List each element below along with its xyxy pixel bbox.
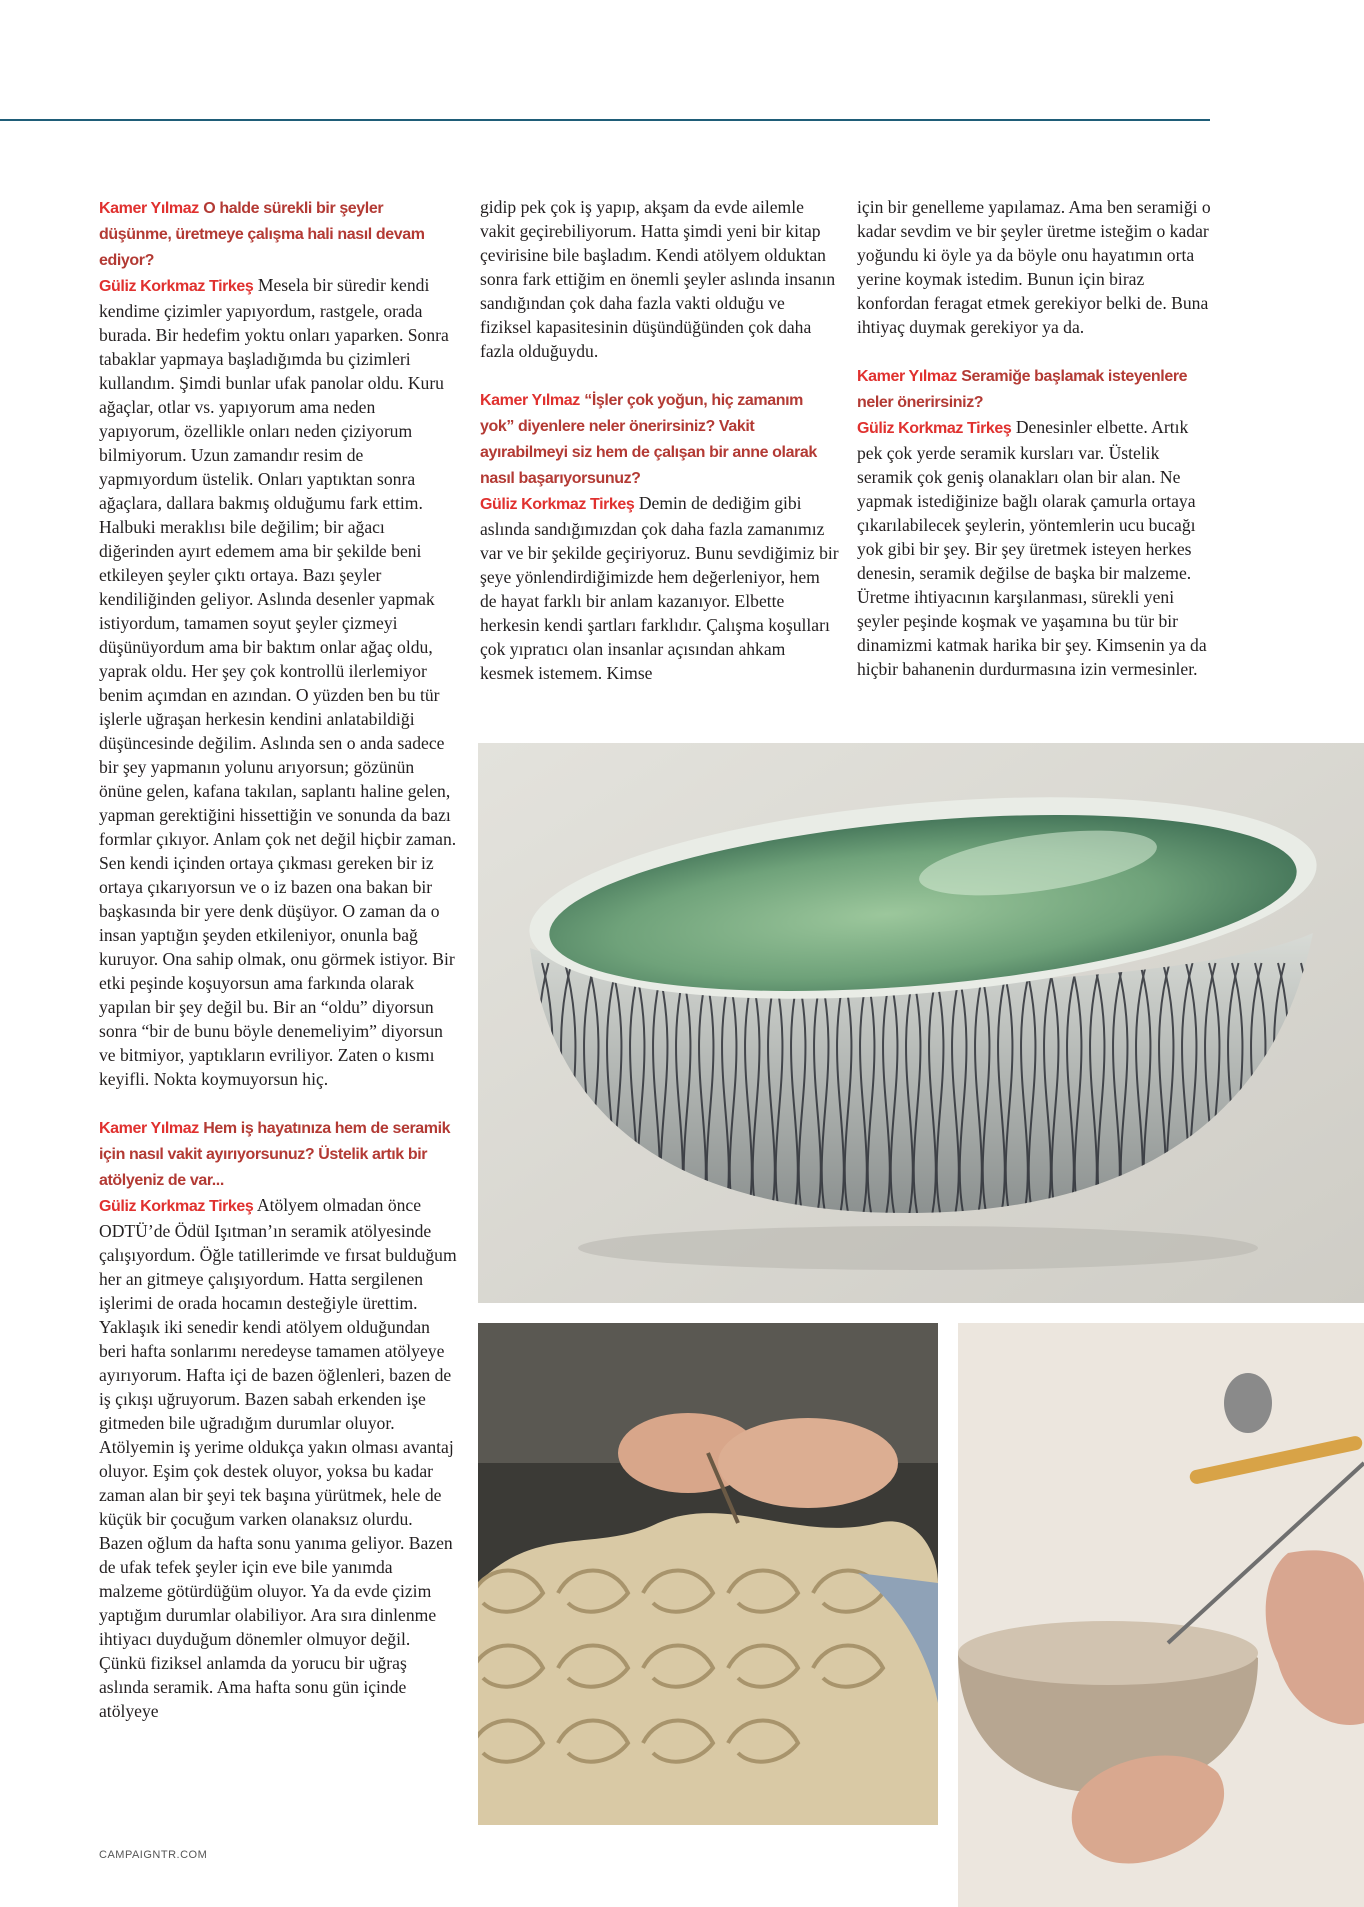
header-rule — [0, 119, 1210, 121]
answer-continuation — [857, 195, 1217, 339]
answer-text: için bir genelleme yapılamaz. Ama ben seramiği o kadar sevdim ve bir şeyler üretme isteğim o kadar yoğundu ki öyle ya da böyle onu hayatımın orta yerine koymak istedim. Bunun için biraz konfordan feragat etmek gerekiyor belki de. Buna ihtiyaç duymak gerekiyor ya da. — [857, 197, 1211, 337]
answer-text: gidip pek çok iş yapıp, akşam da evde ailemle vakit geçirebiliyorum. Hatta şimdi yeni bir kitap çevirisine bile başladım. Kendi atölyem olduktan sonra fark ettiğim en önemli şeyler aslında insanın sandığından çok daha fazla vakti olduğu ve fiziksel kapasitesinin düşündüğünden çok daha fazla olduğuydu. — [480, 197, 836, 361]
answer-text: Denesinler elbette. Artık pek çok yerde seramik kursları var. Üstelik seramik çok geniş olanakları olan bir alan. Ne yapmak istediğinize bağlı olarak çamurla ortaya çıkarılabilecek şeylerin, yöntemlerin ucu bucağı yok gibi bir şey. Bir şey üretmek isteyen herkes denesin, seramik değilse de başka bir malzeme. Üretme ihtiyacının karşılanması, sürekli yeni şeyler peşinde koşmak ve yaşamına bu tür bir dinamizmi katmak harika bir şey. Kimsenin ya da hiçbir bahanenin durdurmasına izin vermesinler. — [857, 417, 1207, 679]
answer-text: Demin de dediğim gibi aslında sandığımızdan çok daha fazla zamanımız var ve bir şekilde geçiriyoruz. Bunu sevdiğimiz bir şeye yönlendirdiğimizde hem değerleniyor, hem de hayat farklı bir anlam kazanıyor. Elbette herkesin kendi şartları farklıdır. Çalışma koşulları çok yıpratıcı olan insanlar açısından ahkam kesmek istemem. Kimse — [480, 493, 839, 683]
question-2 — [99, 1115, 459, 1723]
answer-speaker: Güliz Korkmaz Tirkeş — [480, 496, 635, 513]
answer-speaker: Güliz Korkmaz Tirkeş — [99, 278, 254, 295]
answer-text: Atölyem olmadan önce ODTÜ’de Ödül Işıtman’ın seramik atölyesinde çalışıyordum. Öğle tatillerimde ve fırsat bulduğum her an gitmeye çalışıyordum. Hatta sergilenen işlerimi de orada hocamın desteğiyle ürettim. Yaklaşık iki senedir kendi atölyem olduğundan beri hafta sonlarımı neredeyse tamamen atölyeye ayırıyorum. Hafta içi de bazen öğlenleri, bazen de iş çıkışı uğruyorum. Bazen sabah erkenden işe gitmeden bile uğradığım durumlar oluyor. Atölyemin iş yerime oldukça yakın olması avantaj oluyor. Eşim çok destek oluyor, yoksa bu kadar zaman alan bir şeyi tek başına yürütmek, hele de küçük bir çocuğum varken olanaksız olurdu. Bazen oğlum da hafta sonu yanıma geliyor. Bazen de ufak tefek şeyler için eve bile yanımda malzeme götürdüğüm oluyor. Ya da evde çizim yaptığım durumlar olabiliyor. Ara sıra dinlenme ihtiyacı duyduğum dönemler olmuyor değil. Çünkü fiziksel anlamda da yorucu bir uğraş aslında seramik. Ama hafta sonu gün içinde atölyeye — [99, 1195, 457, 1721]
question-3 — [480, 387, 840, 685]
answer-text: Mesela bir süredir kendi kendime çizimler yapıyordum, rastgele, orada burada. Bir hedefim yoktu onları yaparken. Sonra tabaklar yapmaya başladığımda bu çizimleri kullandım. Şimdi bunlar ufak panolar oldu. Kuru ağaçlar, otlar vs. yapıyorum ama neden yapıyorum, özellikle onları neden çiziyorum bilmiyorum. Uzun zamandır resim de yapmıyordum üstelik. Onları yaptıktan sonra ağaçlara, dallara bakmış olduğumu fark ettim. Halbuki meraklısı bile değilim; bir ağacı diğerinden ayırt edemem ama bir şekilde beni etkileyen şeyler çıktı ortaya. Bazı şeyler kendiliğinden geliyor. Aslında desenler yapmak istiyordum, tamamen soyut şeyler çizmeyi düşünüyordum ama bir baktım onlar ağaç oldu, yaprak oldu. Her şey çok kontrollü ilerlemiyor benim açımdan en azından. O yüzden ben bu tür işlerle uğraşan herkesin kendini anlatabildiği düşüncesinde değilim. Aslında sen o anda sadece bir şey yapmanın yolunu arıyorsun; gözünün önüne gelen, kafana takılan, saplantı haline gelen, yapman gerektiğini hissettiğin ve sonunda da bazı formlar çıkıyor. Anlam çok net değil hiçbir zaman. Sen kendi içinden ortaya çıkması gereken bir iz ortaya çıkarıyorsun ve o iz bazen ona bakan bir başkasında bir yere denk düşüyor. O zaman da o insan yaptığın şeyden etkileniyor, onunla bağ kuruyor. Ona sahip olmak, onu görmek istiyor. Bir etki peşinde koşuyorsun ama farkında olarak yapılan bir şey değil bu. Bir an “oldu” diyorsun sonra “bir de bunu böyle denemeliyim” diyorsun ve bitmiyor, yaptıkların evriliyor. Zaten o kısmı keyifli. Nokta koymuyorsun hiç. — [99, 275, 457, 1089]
answer-continuation — [480, 195, 840, 363]
question-4 — [857, 363, 1217, 681]
question-text: O halde sürekli bir şeyler düşünme, üretmeye çalışma hali nasıl devam ediyor? — [99, 200, 425, 269]
question-speaker: Kamer Yılmaz — [480, 392, 580, 409]
bowl-carving-photo — [958, 1323, 1364, 1907]
question-speaker: Kamer Yılmaz — [99, 1120, 199, 1137]
question-1 — [99, 195, 459, 1091]
question-text: “İşler çok yoğun, hiç zamanım yok” diyenlere neler önerirsiniz? Vakit ayırabilmeyi siz hem de çalışan bir anne olarak nasıl başarıyorsunuz? — [480, 392, 817, 487]
article-column-1 — [99, 195, 459, 1747]
clay-sculpting-photo — [478, 1323, 938, 1825]
answer-speaker: Güliz Korkmaz Tirkeş — [857, 420, 1012, 437]
answer-speaker: Güliz Korkmaz Tirkeş — [99, 1198, 254, 1215]
question-text: Seramiğe başlamak isteyenlere neler önerirsiniz? — [857, 368, 1188, 411]
question-speaker: Kamer Yılmaz — [99, 200, 199, 217]
question-speaker: Kamer Yılmaz — [857, 368, 957, 385]
article-column-3 — [857, 195, 1217, 705]
footer-site: CAMPAIGNTR.COM — [99, 1849, 208, 1861]
article-column-2 — [480, 195, 840, 709]
question-text: Hem iş hayatınıza hem de seramik için nasıl vakit ayırıyorsunuz? Üstelik artık bir atölyeniz de var... — [99, 1120, 451, 1189]
bowl-photo — [478, 743, 1364, 1303]
